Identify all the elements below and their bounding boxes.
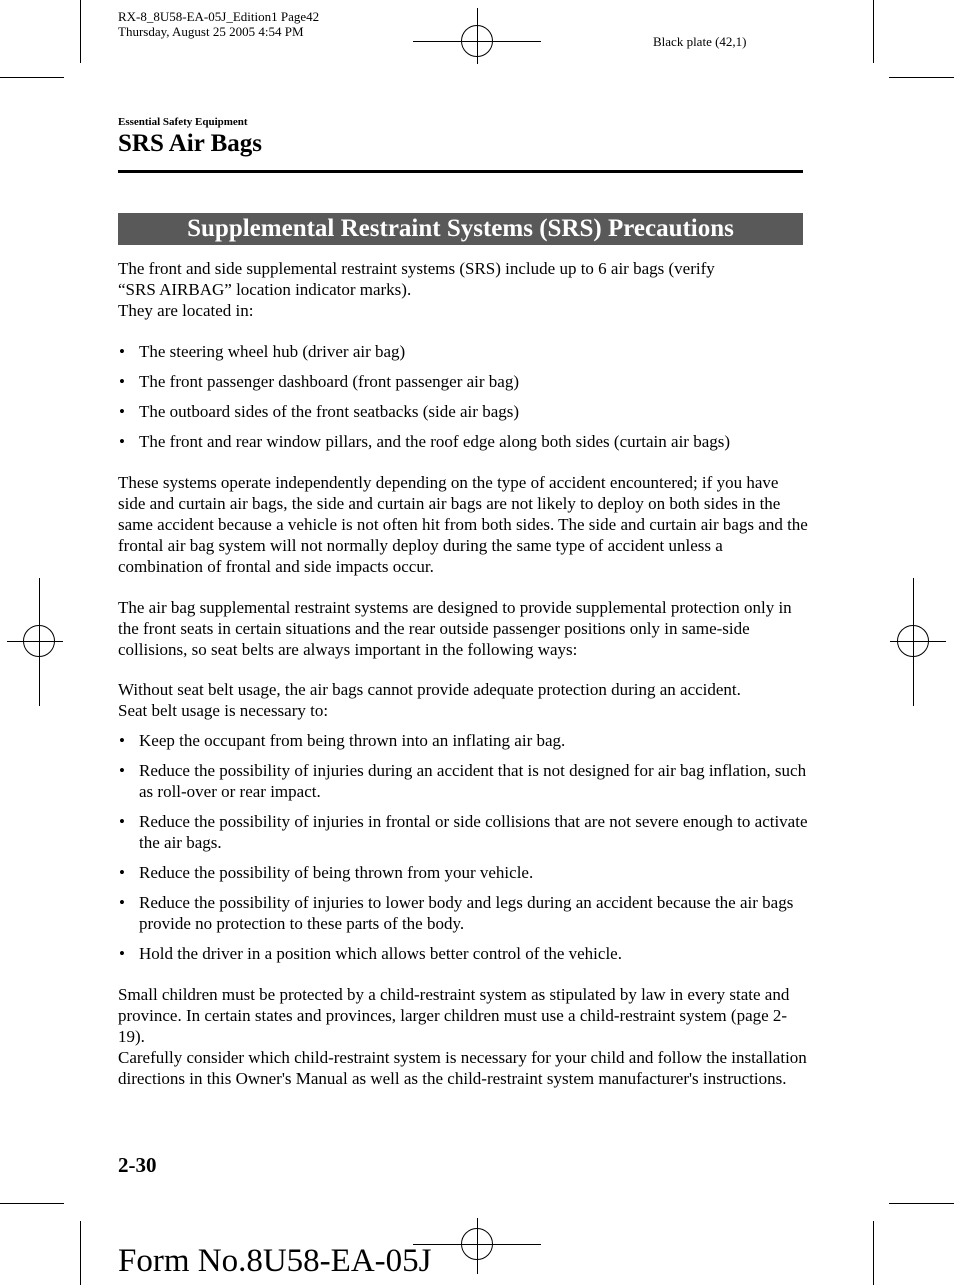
list-item: • The front passenger dashboard (front passenger air bag) [118, 371, 808, 392]
section-label: Essential Safety Equipment [118, 116, 248, 128]
list-item: • Reduce the possibility of being thrown from your vehicle. [118, 862, 808, 883]
airbag-location-list [118, 341, 808, 452]
supplemental-protection-paragraph: The air bag supplemental restraint systems are designed to provide supplemental protection only in the front seats in certain situations and the rear outside passenger positions only in same-side collisions, so seat belts are always important in the following ways: [118, 598, 792, 659]
list-item: • Hold the driver in a position which allows better control of the vehicle. [118, 943, 808, 964]
list-item: • The front and rear window pillars, and the roof edge along both sides (curtain air bags) [118, 431, 808, 452]
independent-operation-paragraph: These systems operate independently depending on the type of accident encountered; if you have side and curtain air bags, the side and curtain air bags are not likely to deploy on both sides in the same accident because a vehicle is not often hit from both sides. The side and curtain air bags and the frontal air bag system will not normally deploy during the same type of accident unless a combination of frontal and side impacts occur. [118, 473, 808, 576]
form-number: Form No.8U58-EA-05J [118, 1243, 432, 1279]
child-restraint-text: Carefully consider which child-restraint system is necessary for your child and follow the installation directions in this Owner's Manual as well as the child-restraint system manufacturer's instructions. [118, 1048, 807, 1088]
plate-label: Black plate (42,1) [653, 34, 747, 49]
intro-line: “SRS AIRBAG” location indicator marks). [118, 280, 412, 299]
intro-line: They are located in: [118, 301, 254, 320]
list-item: • The outboard sides of the front seatbacks (side air bags) [118, 401, 808, 422]
page-number: 2-30 [118, 1153, 157, 1177]
child-restraint-paragraph [118, 984, 808, 1089]
intro-paragraph [118, 258, 808, 321]
print-job-line: RX-8_8U58-EA-05J_Edition1 Page42 [118, 9, 320, 24]
list-item: • Reduce the possibility of injuries in frontal or side collisions that are not severe enough to activate the air bags. [118, 811, 808, 853]
list-item: • The steering wheel hub (driver air bag) [118, 341, 808, 362]
print-job-info [118, 9, 319, 39]
seatbelt-paragraph [118, 679, 808, 721]
child-restraint-text: Small children must be protected by a child-restraint system as stipulated by law in every state and province. In certain states and provinces, larger children must use a child-restraint system (page 2-19). [118, 985, 790, 1046]
seatbelt-line: Seat belt usage is necessary to: [118, 701, 329, 720]
precautions-banner: Supplemental Restraint Systems (SRS) Precautions [118, 213, 803, 245]
title-rule [118, 170, 803, 173]
list-item: • Reduce the possibility of injuries during an accident that is not designed for air bag inflation, such as roll-over or rear impact. [118, 760, 808, 802]
list-item: • Keep the occupant from being thrown into an inflating air bag. [118, 730, 808, 751]
seatbelt-line: Without seat belt usage, the air bags cannot provide adequate protection during an accident. [118, 680, 741, 699]
print-date-line: Thursday, August 25 2005 4:54 PM [118, 24, 304, 39]
page-title: SRS Air Bags [118, 130, 263, 157]
intro-line: The front and side supplemental restraint systems (SRS) include up to 6 air bags (verify [118, 259, 715, 278]
list-item: • Reduce the possibility of injuries to lower body and legs during an accident because the air bags provide no protection to these parts of the body. [118, 892, 808, 934]
seatbelt-reasons-list [118, 730, 808, 964]
